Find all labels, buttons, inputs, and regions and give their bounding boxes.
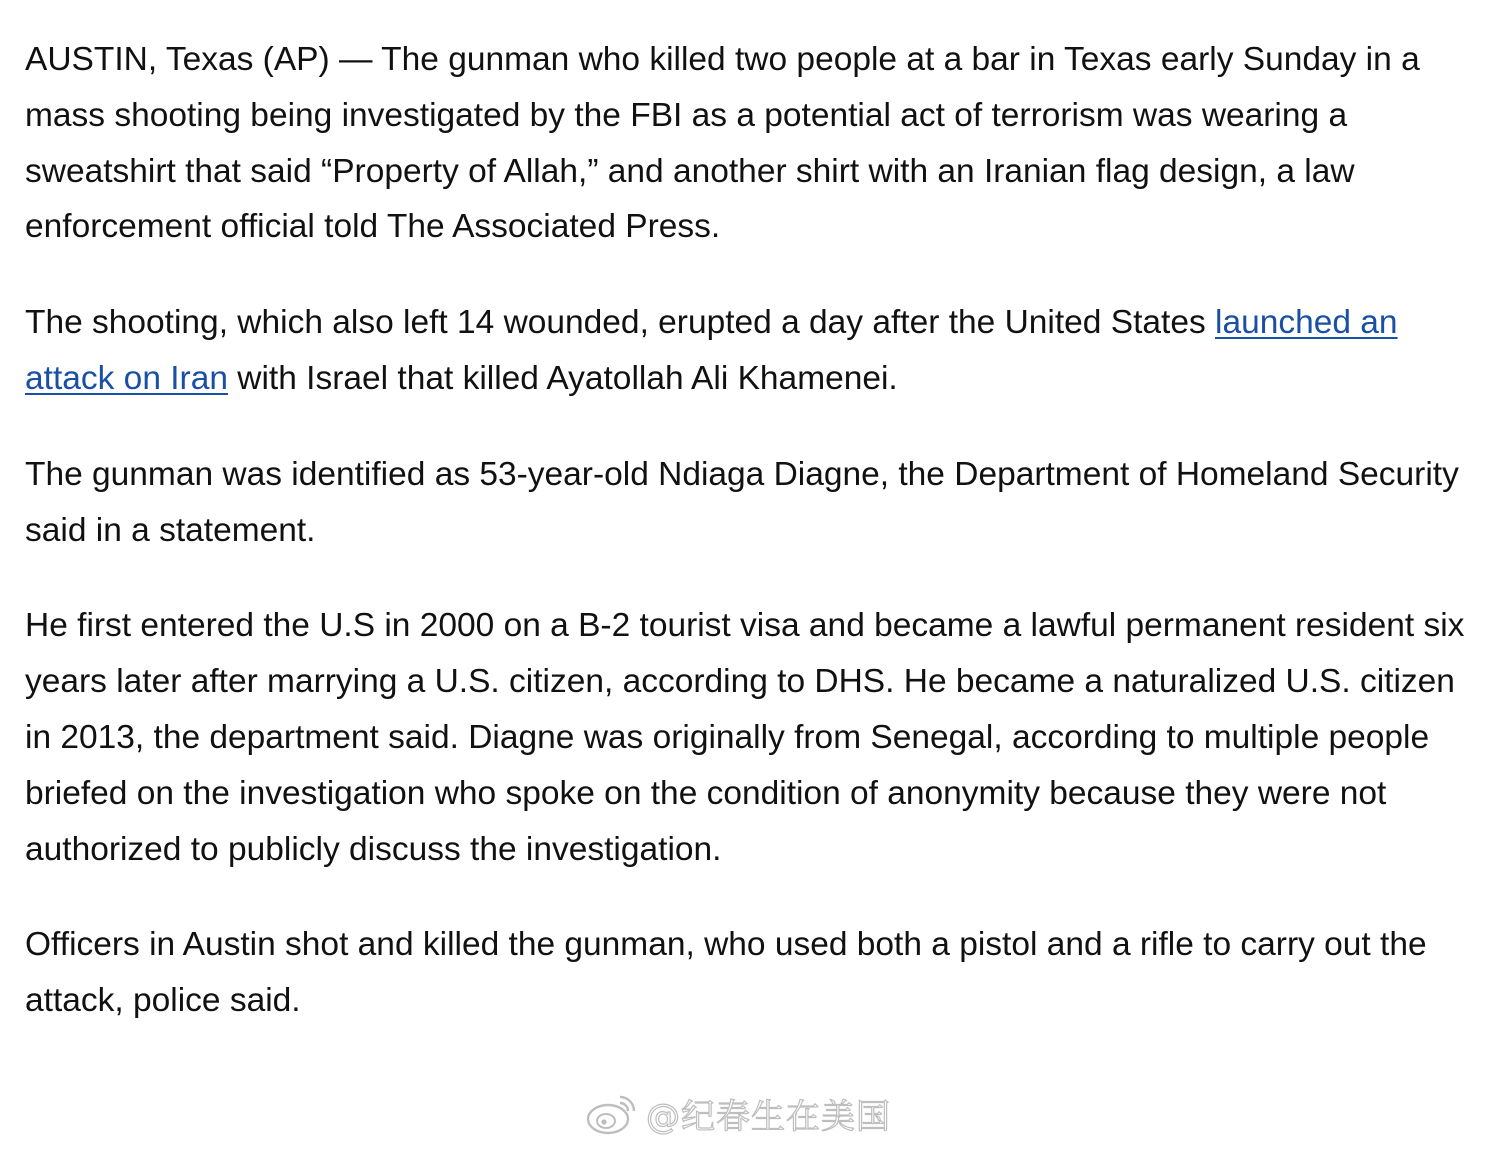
paragraph-officers: Officers in Austin shot and killed the gunman, who used both a pistol and a rifle to carry out the attack, police said. — [25, 926, 1427, 1020]
paragraph-text-after-link: with Israel that killed Ayatollah Ali Khamenei. — [227, 359, 898, 397]
paragraph-shooting — [25, 295, 1483, 407]
paragraph-lead: AUSTIN, Texas (AP) — The gunman who killed two people at a bar in Texas early Sunday in a mass shooting being investigated by the FBI as a potential act of terrorism was wearing a sweatshirt that said “Property of Allah,” and another shirt with an Iranian flag design, a law enforcement official told The Associated Press. — [25, 41, 1420, 246]
weibo-icon — [584, 1089, 640, 1137]
watermark-text: @纪春生在美国 — [646, 1096, 891, 1137]
paragraph-identity: The gunman was identified as 53-year-old Ndiaga Diagne, the Department of Homeland Security said in a statement. — [25, 455, 1459, 549]
attack-on-iran-link[interactable]: launched an attack on Iran — [25, 304, 1398, 397]
article-body — [25, 32, 1483, 1069]
paragraph-background: He first entered the U.S in 2000 on a B-2 tourist visa and became a lawful permanent resident six years later after marrying a U.S. citizen, according to DHS. He became a naturalized U.S. citizen in 2013, the department said. Diagne was originally from Senegal, according to multiple people briefed on the investigation who spoke on the condition of anonymity because they were not authorized to publicly discuss the investigation. — [25, 607, 1465, 868]
paragraph-text-before-link: The shooting, which also left 14 wounded, erupted a day after the United States — [25, 304, 1216, 342]
watermark — [584, 1088, 891, 1138]
